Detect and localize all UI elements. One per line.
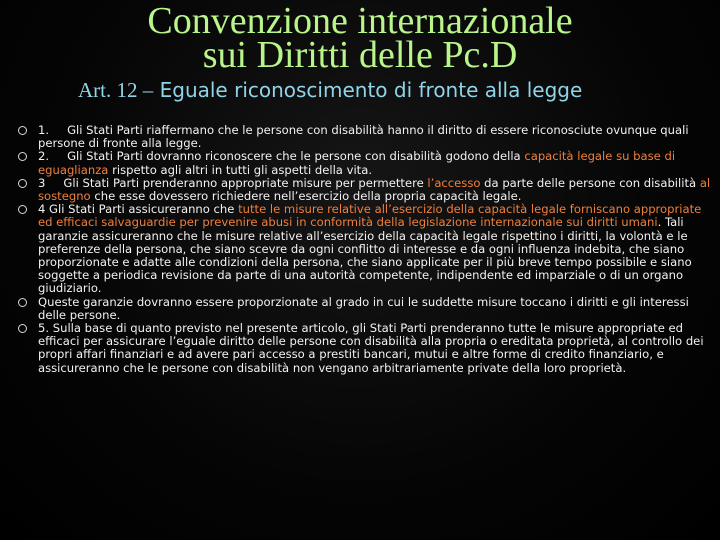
highlighted-text: capacità legale su base di eguaglianza xyxy=(38,149,676,177)
bullet-circle-icon xyxy=(18,324,27,333)
paragraph-number: 1. xyxy=(38,123,50,137)
paragraph-text: Gli Stati Parti riaffermano che le persone con disabilità hanno il diritto di essere riconosciute ovunque quali persone di fronte alla legge. xyxy=(38,123,689,151)
paragraph-text: rispetto agli altri in tutti gli aspetti della vita. xyxy=(108,162,373,177)
article-subtitle xyxy=(78,77,718,103)
highlighted-text: l’accesso xyxy=(427,175,481,190)
highlighted-text: al sostegno xyxy=(38,175,711,204)
paragraph-text: da parte delle persone con disabilità xyxy=(480,175,700,190)
paragraph-text: 4 Gli Stati Parti assicureranno che xyxy=(38,202,239,217)
list-item xyxy=(18,177,712,203)
paragraph-number: 2. xyxy=(38,149,50,164)
bullet-circle-icon xyxy=(18,126,27,135)
bullet-circle-icon xyxy=(18,298,27,307)
paragraph-text: che esse dovessero richiedere nell’esercizio della propria capacità legale. xyxy=(90,189,522,204)
article-number: Art. 12 – xyxy=(78,78,154,102)
list-item xyxy=(18,322,712,375)
list-item xyxy=(18,124,712,150)
article-paragraph-list xyxy=(18,124,712,375)
paragraph-number: 3 xyxy=(38,175,46,190)
bullet-circle-icon xyxy=(18,205,27,214)
bullet-circle-icon xyxy=(18,152,27,161)
list-item xyxy=(18,150,712,176)
title-line-1: Convenzione internazionale xyxy=(147,0,573,42)
page-title xyxy=(0,0,720,76)
article-heading: Eguale riconoscimento di fronte alla legge xyxy=(159,78,583,102)
list-item xyxy=(18,296,712,322)
paragraph-text: Gli Stati Parti prenderanno appropriate misure per permettere xyxy=(63,175,428,190)
highlighted-text: tutte le misure relative all’esercizio della capacità legale forniscano appropriate ed efficaci salvaguardie per prevenire abusi in conformità della legislazione internazionale sui diritti umani xyxy=(38,202,702,230)
paragraph-text: . Tali garanzie assicureranno che le misure relative all’esercizio della capacità legale rispettino i diritti, la volontà e le preferenze della persona, che siano scevre da ogni conflitto di interesse e da ogni influenza indebita, che siano proporzionate e adatte alle condizioni della persona, che siano applicate per il più breve tempo possibile e siano soggette a periodica revisione da parte di una autorità competente, indipendente ed imparziale o di un organo giudiziario. xyxy=(38,215,692,296)
list-item xyxy=(18,203,712,295)
paragraph-text: Queste garanzie dovranno essere proporzionate al grado in cui le suddette misure toccano i diritti e gli interessi delle persone. xyxy=(38,294,689,322)
paragraph-text: Gli Stati Parti dovranno riconoscere che le persone con disabilità godono della xyxy=(67,149,525,164)
bullet-circle-icon xyxy=(18,179,27,188)
paragraph-text: 5. Sulla base di quanto previsto nel presente articolo, gli Stati Parti prenderanno tutte le misure appropriate ed efficaci per assicurare l’eguale diritto delle persone con disabilità alla propria o ereditata proprietà, al controllo dei propri affari finanziari e ad avere pari accesso a prestiti bancari, mutui e altre forme di credito finanziario, e assicureranno che le persone con disabilità non vengano arbitrariamente private della loro proprietà. xyxy=(38,321,704,375)
title-line-2: sui Diritti delle Pc.D xyxy=(202,34,518,76)
